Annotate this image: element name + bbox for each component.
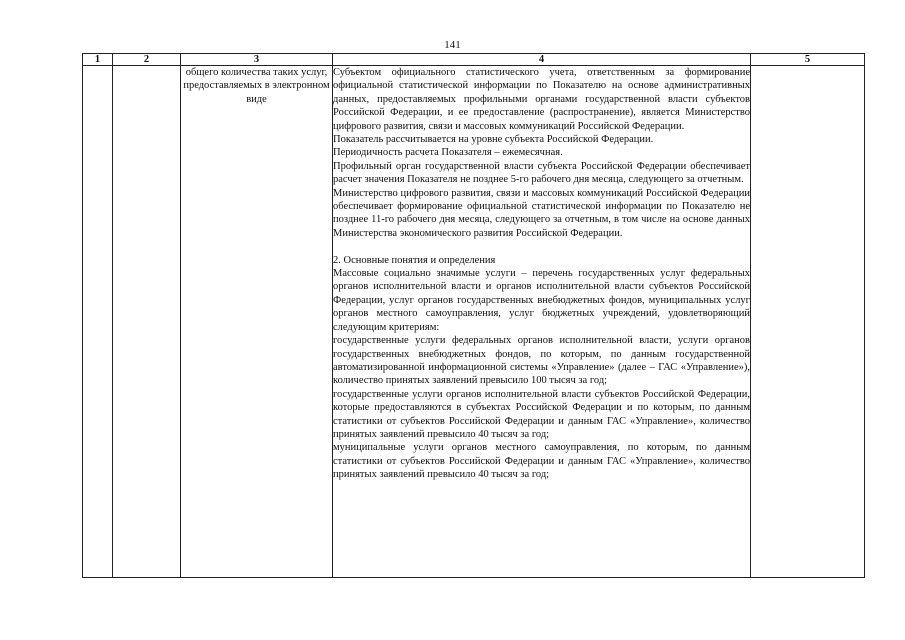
methodology-paragraph: Министерство цифрового развития, связи и массовых коммуникаций Российской Федерации обеспечивает формирование официальной статистической информации по Показателю не позднее 11-го рабочего дня месяца, следующего за отчетным, в том числе на основе данных Министерства экономического развития Российской Федерации.: [333, 187, 750, 239]
paragraph-gap: [333, 240, 750, 253]
cell-col-4-methodology: [333, 66, 751, 578]
document-table: [82, 53, 865, 578]
methodology-paragraph: Субъектом официального статистического учета, ответственным за формирование официальной статистической информации по Показателю на основе административных данных, предоставляемых профильными органами государственной власти субъектов Российской Федерации, и ее предоставление (распространение), является Министерство цифрового развития, связи и массовых коммуникаций Российской Федерации.: [333, 67, 750, 132]
page-number: 141: [444, 39, 461, 51]
cell-col-1: [83, 66, 113, 578]
methodology-paragraph: государственные услуги органов исполнительной власти субъектов Российской Федерации, которые предоставляются в субъектах Российской Федерации и по которым, по данным статистики от субъектов Российской Федерации и данным ГАС «Управление», количество принятых заявлений превысило 40 тысяч за год;: [333, 388, 750, 440]
methodology-paragraph: муниципальные услуги органов местного самоуправления, по которым, по данным статистики от субъектов Российской Федерации и данным ГАС «Управление», количество принятых заявлений превысило 40 тысяч за год;: [333, 442, 750, 481]
header-col-4: 4: [333, 54, 751, 66]
methodology-paragraph: государственные услуги федеральных органов исполнительной власти, услуги органов государственных внебюджетных фондов, по которым, по данным государственной автоматизированной информационной системы «Управление» (далее – ГАС «Управление»), количество принятых заявлений превысило 100 тысяч за год;: [333, 335, 750, 387]
methodology-paragraph: Массовые социально значимые услуги – перечень государственных услуг федеральных органов исполнительной власти и органов исполнительной власти субъектов Российской Федерации, услуг органов государственных внебюджетных фондов, муниципальных услуг органов местного самоуправления, услуг бюджетных учреждений, удовлетворяющий следующим критериям:: [333, 268, 750, 333]
cell-col-2: [113, 66, 181, 578]
methodology-paragraph: Показатель рассчитывается на уровне субъекта Российской Федерации.: [333, 134, 654, 146]
cell-col-3-indicator-name: общего количества таких услуг, предоставляемых в электронном виде: [181, 66, 333, 578]
table-row: [83, 66, 865, 578]
header-col-2: 2: [113, 54, 181, 66]
table-header-row: [83, 54, 865, 66]
methodology-paragraph: Профильный орган государственной власти субъекта Российской Федерации обеспечивает расчет значения Показателя не позднее 5-го рабочего дня месяца, следующего за отчетным.: [333, 160, 750, 186]
section-heading: 2. Основные понятия и определения: [333, 254, 496, 266]
methodology-paragraph: Периодичность расчета Показателя – ежемесячная.: [333, 147, 563, 159]
cell-col-5: [751, 66, 865, 578]
header-col-5: 5: [751, 54, 865, 66]
header-col-3: 3: [181, 54, 333, 66]
header-col-1: 1: [83, 54, 113, 66]
